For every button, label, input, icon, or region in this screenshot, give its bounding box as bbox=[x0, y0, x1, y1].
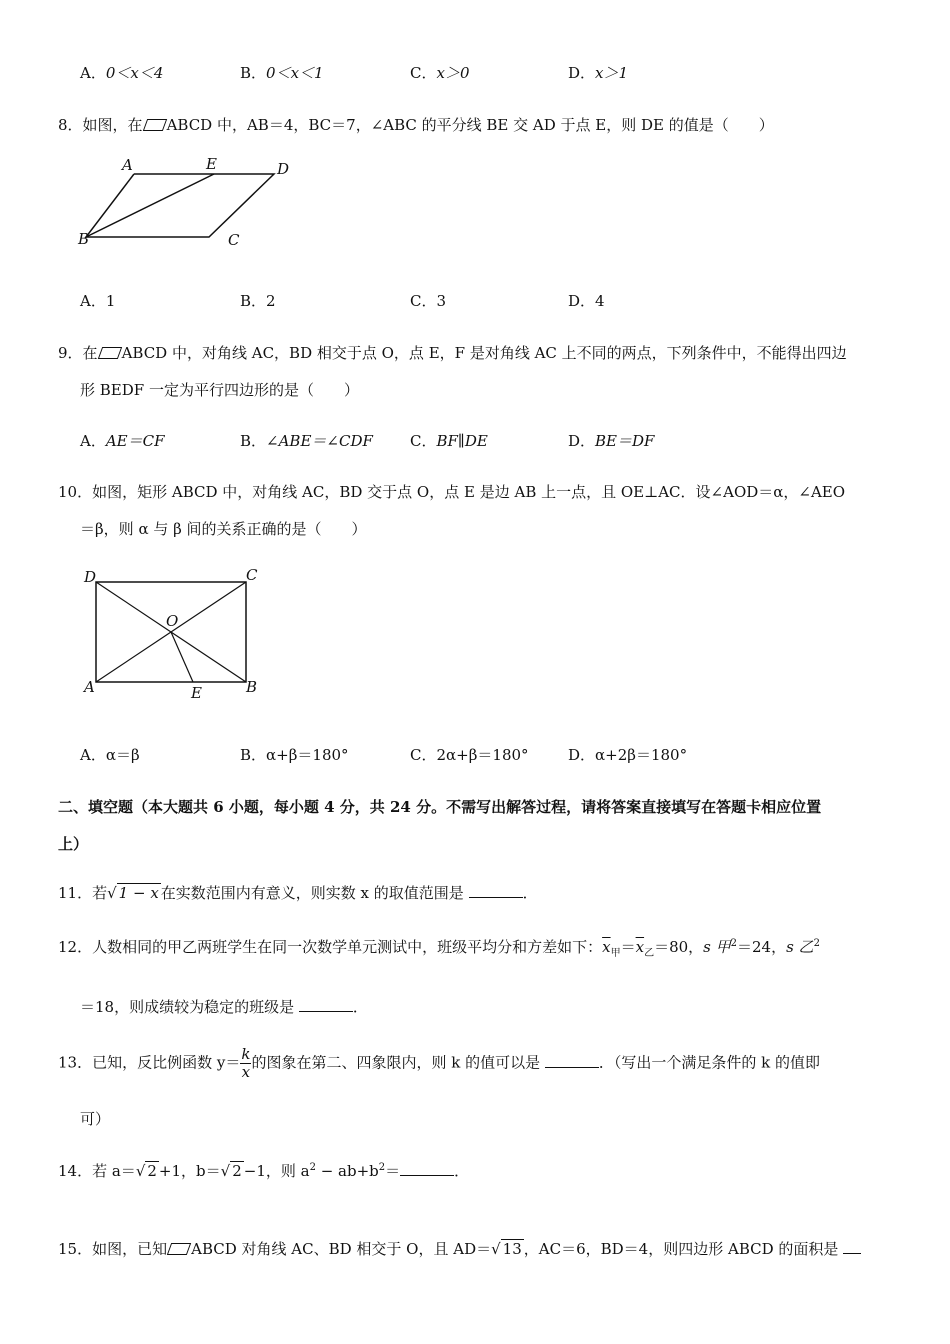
parallelogram-symbol bbox=[142, 119, 166, 131]
section2-heading: 二、填空题（本大题共 6 小题，每小题 4 分，共 24 分。不需写出解答过程，请将答案直接填写在答题卡相应位置 bbox=[58, 798, 822, 816]
q15-answer-blank[interactable] bbox=[843, 1239, 861, 1254]
q10-label-a: A bbox=[84, 678, 95, 696]
q7-option-b: B．0＜x＜1 bbox=[240, 64, 324, 82]
q8-option-d: D．4 bbox=[568, 292, 605, 310]
q14-stem: 14．若 a＝√ 2 +1，b＝√ 2 −1，则 $a^2 - ab+b^2=$ ． bbox=[58, 1162, 470, 1180]
q9-stem: 9．在 ABCD 中，对角线 AC，BD 相交于点 O，点 E，F 是对角线 AC 上不同的两点，下列条件中，不能得出四边 bbox=[58, 344, 847, 362]
parallelogram-symbol bbox=[167, 1243, 191, 1255]
radical-sign: √ bbox=[135, 1162, 146, 1180]
q13-fraction: $\frac{k}{x}$ bbox=[241, 1045, 251, 1081]
q10-option-d: D．α+2β＝180° bbox=[568, 746, 688, 764]
q10-figure bbox=[78, 564, 278, 704]
q7-option-c: C．x＞0 bbox=[410, 64, 470, 82]
radical-sign: √ bbox=[491, 1240, 501, 1258]
q10-option-a: A．α＝β bbox=[80, 746, 140, 764]
q15-stem: 15．如图，已知 ABCD 对角线 AC、BD 相交于 O，且 AD＝√ 13 ，AC＝6，BD＝4，则四边形 ABCD 的面积是 bbox=[58, 1238, 861, 1259]
q10-label-o: O bbox=[166, 612, 179, 630]
q10-label-e: E bbox=[191, 684, 202, 702]
q9-option-b: B．∠ABE＝∠CDF bbox=[240, 432, 373, 450]
q7-option-a: A．0＜x＜4 bbox=[80, 64, 164, 82]
q9-option-c: C．BF∥DE bbox=[410, 432, 488, 450]
q8-label-b: B bbox=[78, 230, 90, 248]
q10-label-b: B bbox=[246, 678, 258, 696]
q11-stem: 11．若√ 1 − x 在实数范围内有意义，则实数 x 的取值范围是 ． bbox=[58, 884, 538, 902]
q10-label-d: D bbox=[84, 568, 97, 586]
q8-label-a: A bbox=[122, 156, 133, 174]
q9-option-a: A．AE＝CF bbox=[80, 432, 165, 450]
q10-stem-line2: ＝β，则 α 与 β 间的关系正确的是（ ） bbox=[80, 520, 367, 538]
q10-option-b: B．α+β＝180° bbox=[240, 746, 349, 764]
q13-stem-line2: 可） bbox=[80, 1110, 111, 1128]
q8-label-c: C bbox=[228, 231, 240, 249]
q7-option-d: D．x＞1 bbox=[568, 64, 629, 82]
q13-stem: 13．已知，反比例函数 y＝ $\frac{k}{x}$ 的图象在第二、四象限内，则 k 的值可以是 ．（写出一个满足条件的 k 的值即 bbox=[58, 1045, 820, 1081]
radical-sign: √ bbox=[220, 1162, 231, 1180]
q8-figure bbox=[74, 152, 304, 252]
q13-answer-blank[interactable] bbox=[545, 1053, 599, 1068]
q14-answer-blank[interactable] bbox=[400, 1161, 454, 1176]
radical-sign: √ bbox=[107, 884, 117, 902]
q8-label-e: E bbox=[206, 155, 217, 173]
q8-stem: 8．如图，在 ABCD 中，AB＝4，BC＝7，∠ABC 的平分线 BE 交 AD 于点 E，则 DE 的值是（ ） bbox=[58, 116, 774, 134]
q12-answer-blank[interactable] bbox=[299, 997, 353, 1012]
q8-label-d: D bbox=[277, 160, 290, 178]
parallelogram-symbol bbox=[97, 347, 121, 359]
q8-parallelogram bbox=[86, 174, 274, 237]
q8-option-a: A．1 bbox=[80, 292, 116, 310]
q11-answer-blank[interactable] bbox=[469, 883, 523, 898]
q8-option-c: C．3 bbox=[410, 292, 447, 310]
q10-option-c: C．2α+β＝180° bbox=[410, 746, 529, 764]
q10-label-c: C bbox=[246, 566, 258, 584]
q9-option-d: D．BE＝DF bbox=[568, 432, 655, 450]
section2-heading-line2: 上） bbox=[58, 835, 89, 853]
q12-stem-line2: ＝18，则成绩较为稳定的班级是 ． bbox=[80, 998, 368, 1016]
q10-stem: 10．如图，矩形 ABCD 中，对角线 AC，BD 交于点 O，点 E 是边 AB 上一点，且 OE⊥AC．设∠AOD＝α，∠AEO bbox=[58, 483, 846, 501]
q9-stem-line2: 形 BEDF 一定为平行四边形的是（ ） bbox=[80, 381, 359, 399]
q8-bisector-be bbox=[86, 174, 214, 237]
q8-option-b: B．2 bbox=[240, 292, 276, 310]
q12-stem: 12．人数相同的甲乙两班学生在同一次数学单元测试中，班级平均分和方差如下：$\overline{x}_甲=\overline{x}_乙=80$，s 甲$^2$＝24，s 乙$^2$ bbox=[58, 938, 820, 959]
